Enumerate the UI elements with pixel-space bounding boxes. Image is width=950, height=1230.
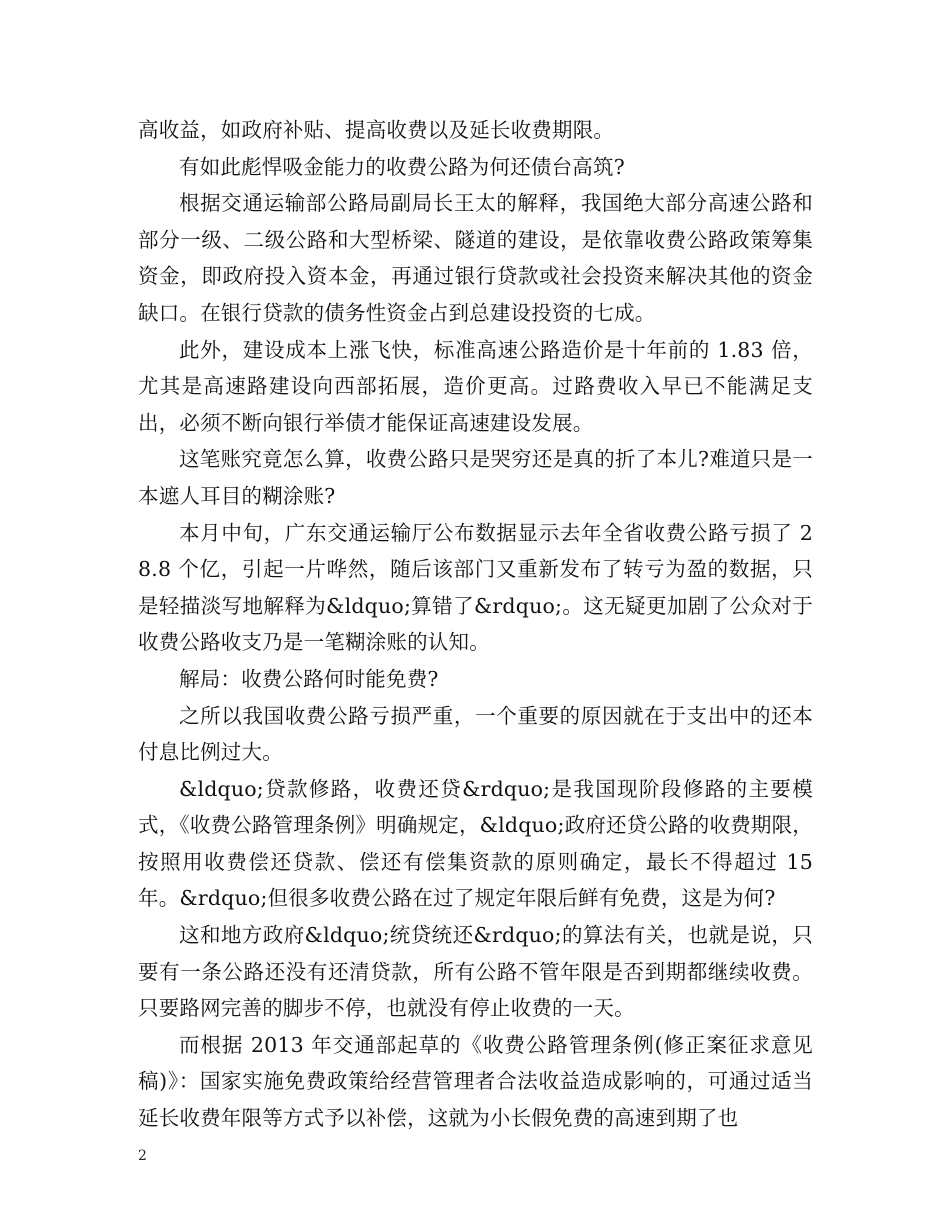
document-body [138, 112, 813, 1137]
paragraph-question-debt: 有如此彪悍吸金能力的收费公路为何还债台高筑? [179, 154, 625, 179]
paragraph-loss-reason: 之所以我国收费公路亏损严重，一个重要的原因就在于支出中的还本付息比例过大。 [138, 703, 813, 765]
paragraph-construction-cost: 此外，建设成本上涨飞快，标准高速公路造价是十年前的 1.83 倍，尤其是高速路建设向西部拓展，造价更高。过路费收入早已不能满足支出，必须不断向银行举债才能保证高速建设发展。 [138, 337, 813, 435]
paragraph-accounting-question: 这笔账究竟怎么算，收费公路只是哭穷还是真的折了本儿?难道只是一本遮人耳目的糊涂账? [138, 447, 813, 508]
paragraph-loan-model: &ldquo;贷款修路，收费还贷&rdquo;是我国现阶段修路的主要模式，《收费公路管理条例》明确规定，&ldquo;政府还贷公路的收费期限，按照用收费偿还贷款、偿还有偿集资款的原则确定，最长不得超过 15 年。&rdquo;但很多收费公路在过了规定年限后鲜有免费，这是为何? [138, 776, 813, 911]
paragraph-2013-regulation: 而根据 2013 年交通部起草的《收费公路管理条例(修正案征求意见稿)》：国家实施免费政策给经营管理者合法收益造成影响的，可通过适当延长收费年限等方式予以补偿，这就为小长假免费的高速到期了也 [138, 1032, 813, 1131]
paragraph-continuation: 高收益，如政府补贴、提高收费以及延长收费期限。 [138, 118, 615, 142]
paragraph-guangdong-data: 本月中旬，广东交通运输厅公布数据显示去年全省收费公路亏损了 28.8 个亿，引起一片哗然，随后该部门又重新发布了转亏为盈的数据，只是轻描淡写地解释为&ldquo;算错了&rdquo;。这无疑更加剧了公众对于收费公路收支乃是一笔糊涂账的认知。 [138, 520, 813, 655]
paragraph-section-heading: 解局：收费公路何时能免费? [179, 666, 439, 691]
paragraph-official-explanation: 根据交通运输部公路局副局长王太的解释，我国绝大部分高速公路和部分一级、二级公路和大型桥梁、隧道的建设，是依靠收费公路政策筹集资金，即政府投入资本金，再通过银行贷款或社会投资来解决其他的资金缺口。在银行贷款的债务性资金占到总建设投资的七成。 [138, 191, 813, 325]
page-number: 2 [138, 1148, 147, 1164]
paragraph-unified-loans: 这和地方政府&ldquo;统贷统还&rdquo;的算法有关，也就是说，只要有一条公路还没有还清贷款，所有公路不管年限是否到期都继续收费。只要路网完善的脚步不停，也就没有停止收费的一天。 [138, 923, 813, 1021]
